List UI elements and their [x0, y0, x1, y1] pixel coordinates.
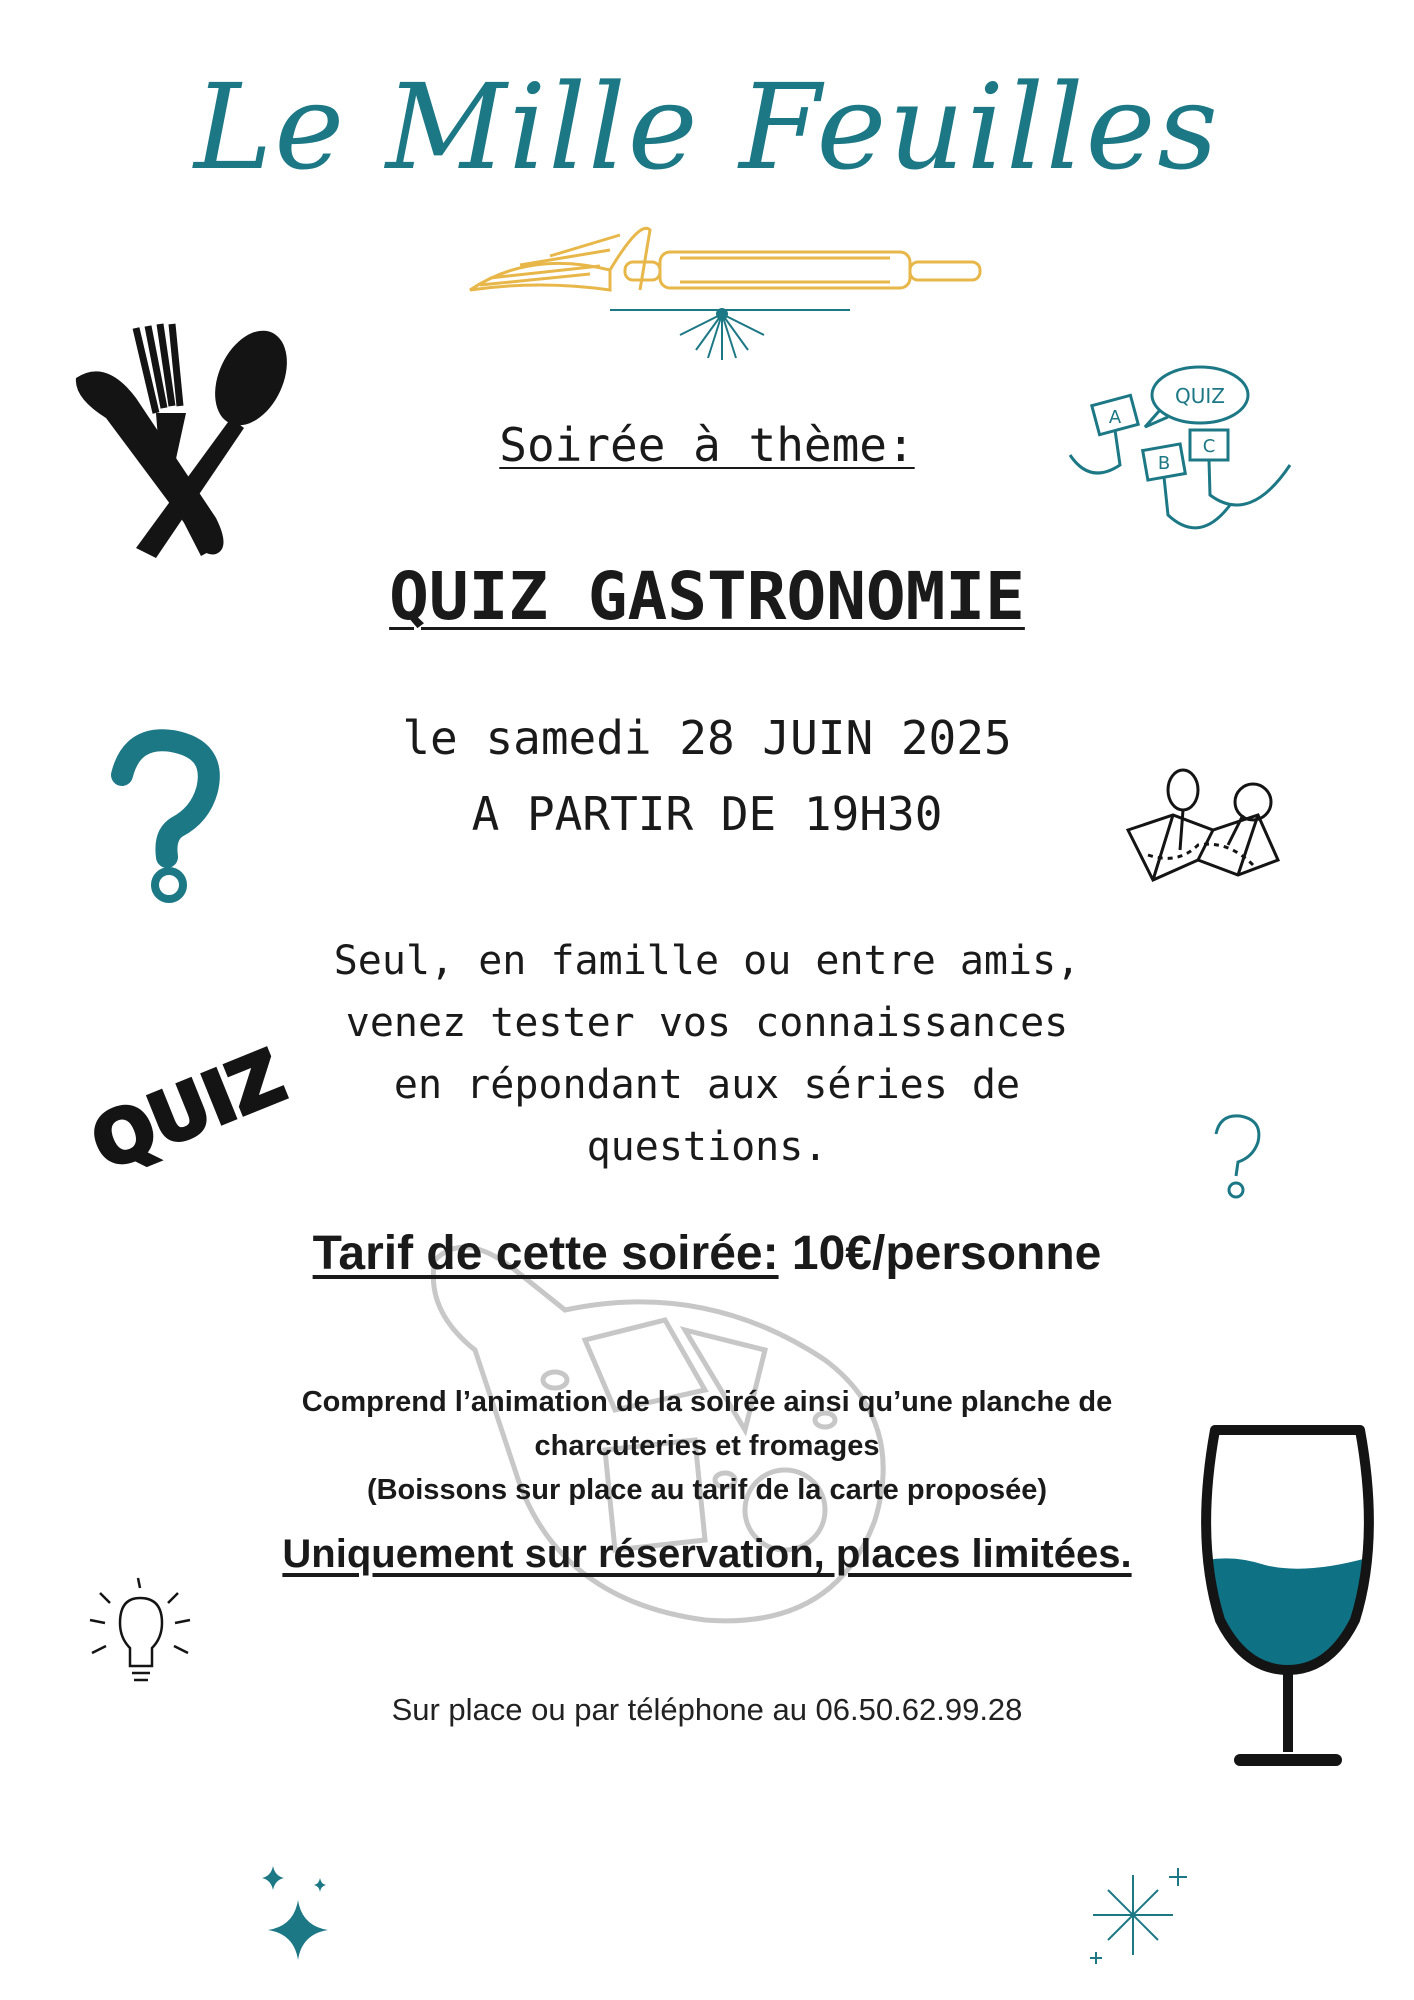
description-line: venez tester vos connaissances: [345, 1000, 1069, 1046]
question-mark-icon: [112, 735, 222, 905]
event-date: le samedi 28 JUIN 2025: [402, 711, 1012, 765]
reservation-notice: Uniquement sur réservation, places limitées.: [282, 1532, 1132, 1576]
small-question-icon: [1208, 1112, 1268, 1202]
brand-title: Le Mille Feuilles: [194, 58, 1220, 196]
answer-a: A: [1108, 407, 1122, 428]
bubble-text: QUIZ: [1175, 384, 1225, 408]
quiz-sign-text: QUIZ: [80, 1033, 296, 1187]
answer-c: C: [1202, 436, 1216, 457]
map-food-icon: [1118, 770, 1288, 940]
book-rolling-pin-icon: [460, 210, 1000, 370]
event-title: QUIZ GASTRONOMIE: [389, 558, 1025, 635]
includes-line: charcuteries et fromages: [534, 1430, 880, 1462]
sparkle-icon: [1088, 1860, 1198, 1970]
event-time: A PARTIR DE 19H30: [471, 787, 943, 841]
quiz-sign-icon: [80, 1030, 296, 1190]
description-line: questions.: [586, 1124, 828, 1170]
pricing: [0, 1226, 1414, 1281]
description-line: Seul, en famille ou entre amis,: [333, 938, 1081, 984]
event-subtitle: Soirée à thème:: [499, 418, 915, 472]
includes-line: (Boissons sur place au tarif de la carte proposée): [366, 1474, 1048, 1506]
price-label: Tarif de cette soirée:: [312, 1227, 779, 1280]
reservation-contact: Sur place ou par téléphone au 06.50.62.99.28: [391, 1692, 1023, 1727]
lightbulb-icon: [80, 1578, 200, 1708]
sparkle-icon: [258, 1860, 338, 1970]
price-value: 10€/personne: [791, 1227, 1102, 1280]
answer-b: B: [1157, 453, 1171, 474]
includes-line: Comprend l’animation de la soirée ainsi qu’une planche de: [301, 1386, 1113, 1418]
description-line: en répondant aux séries de: [393, 1062, 1021, 1108]
